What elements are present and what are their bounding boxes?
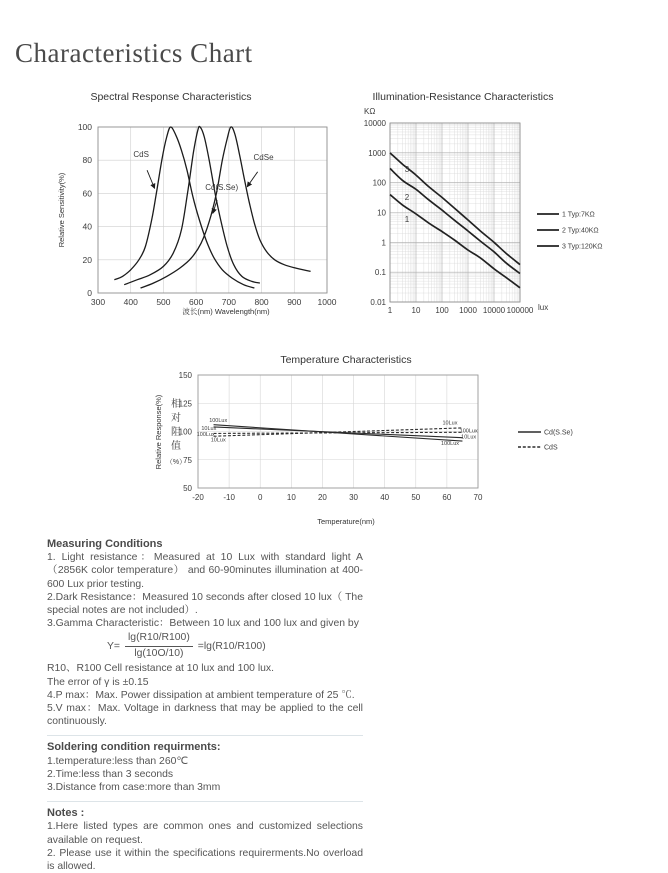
x-tick-label: 30 [349, 493, 359, 502]
x-tick-label: 60 [442, 493, 452, 502]
annotation-arrow [147, 170, 155, 188]
measuring-item: 1. Light resistance：Measured at 10 Lux with standard light A（2856K color temperature） and 60-90minutes illumination at 400-600 Lux prior testing. [47, 552, 363, 590]
y-tick-label: 20 [82, 254, 92, 265]
x-tick-label: 10000 [482, 306, 506, 315]
y-tick-label: 0.1 [374, 268, 386, 278]
x-tick-label: 1000 [317, 297, 337, 307]
y-axis-label-cjk: 值 [171, 441, 181, 452]
y-axis-label-cjk: 阻 [171, 427, 181, 438]
line-label: 10Lux [210, 437, 226, 444]
x-tick-label: 50 [411, 493, 421, 502]
x-tick-label: 800 [254, 297, 269, 307]
notes-heading: Notes : [47, 807, 85, 820]
measuring-item: R10、R100 Cell resistance at 10 lux and 100 lux. [47, 663, 274, 675]
chart-title: Temperature Characteristics [280, 354, 412, 366]
x-tick-label: 900 [287, 297, 302, 307]
formula-rhs: =lg(R10/R100) [197, 640, 266, 652]
notes-item: 1.Here listed types are common ones and customized selections available on request. [47, 821, 363, 846]
y-tick-label: 0.01 [370, 298, 386, 307]
y-tick-label: 75 [183, 455, 192, 465]
spectral-response-chart [30, 88, 360, 326]
y-tick-label: 60 [82, 188, 92, 199]
soldering-heading: Soldering condition requirments: [47, 741, 221, 754]
x-tick-label: 700 [221, 297, 236, 307]
notes-item: 2. Please use it within the specifications requirerments.No overload is allowed. [47, 847, 363, 873]
y-axis-label-en: Relative Response(%) [154, 394, 163, 470]
y-tick-label: 10 [377, 208, 386, 218]
y-axis-label-cjk-unit: （%） [165, 459, 187, 466]
x-tick-label: 100 [435, 306, 449, 315]
y-axis-label-cjk: 相 [171, 399, 181, 410]
measuring-conditions-heading: Measuring Conditions [47, 538, 163, 550]
legend-label: CdS [544, 444, 558, 452]
soldering-item: 3.Distance from case:more than 3mm [47, 782, 221, 794]
line-label: 100Lux [459, 428, 478, 435]
series-label: 2 [404, 193, 410, 203]
gamma-formula [107, 632, 363, 660]
y-axis-label-cjk: 对 [171, 413, 181, 424]
y-tick-label: 100 [178, 427, 192, 437]
y-tick-label: 40 [82, 221, 92, 232]
legend-label: 3 Typ:120KΩ [562, 243, 603, 251]
formula-numerator: lg(R10/R100) [125, 632, 193, 647]
x-tick-label: 1000 [459, 306, 477, 315]
measuring-item: 4.P max：Max. Power dissipation at ambient temperature of 25 ℃. [47, 689, 355, 701]
measuring-item: The error of γ is ±0.15 [47, 676, 149, 688]
x-tick-label: 20 [317, 493, 327, 502]
series-label: 3 [404, 164, 410, 174]
x-unit-label: lux [538, 303, 549, 312]
formula-fraction [125, 632, 193, 660]
plot-area [364, 119, 603, 315]
x-tick-label: 70 [473, 493, 483, 502]
x-tick-label: 300 [90, 297, 106, 307]
series-label: 1 [404, 215, 410, 225]
series-label: CdSe [253, 153, 274, 163]
plot-area [171, 371, 573, 502]
x-tick-label: 10 [411, 306, 421, 315]
y-tick-label: 150 [178, 371, 192, 380]
page-title: Characteristics Chart [15, 38, 253, 68]
measuring-item: 5.V max：Max. Voltage in darkness that may be applied to the cell continuously. [47, 703, 363, 728]
chart-title: Spectral Response Characteristics [90, 91, 252, 103]
y-tick-label: 80 [82, 155, 92, 166]
legend-label: Cd(S.Se) [544, 429, 573, 437]
series-label: Cd(S.Se) [205, 183, 239, 193]
y-tick-label: 50 [183, 484, 192, 493]
section-divider [47, 735, 363, 736]
legend-label: 2 Typ:40KΩ [562, 227, 599, 235]
section-divider [47, 801, 363, 802]
y-unit-label: KΩ [364, 107, 376, 116]
x-axis-label: 波长(nm) Wavelength(nm) [182, 307, 270, 316]
legend-label: 1 Typ:7KΩ [562, 211, 595, 219]
x-tick-label: -20 [192, 493, 204, 502]
soldering-item: 2.Time:less than 3 seconds [47, 768, 174, 780]
x-tick-label: 40 [380, 493, 390, 502]
x-tick-label: 100000 [506, 306, 534, 315]
x-tick-label: 500 [156, 297, 171, 307]
x-tick-label: 10 [286, 493, 296, 502]
y-tick-label: 1 [381, 238, 386, 248]
formula-denominator: lg(10O/10) [134, 647, 184, 659]
y-tick-label: 100 [372, 178, 386, 188]
line-label: 10Lux [201, 425, 217, 432]
illumination-resistance-chart [350, 88, 668, 328]
x-tick-label: 400 [123, 297, 138, 307]
line-label: 10Lux [461, 434, 477, 441]
line-label: 100Lux [440, 441, 460, 448]
formula-lhs: Y= [107, 640, 120, 652]
y-tick-label: 100 [77, 122, 92, 132]
line-label: 100Lux [209, 417, 228, 424]
soldering-item: 1.temperature:less than 260℃ [47, 755, 189, 767]
x-tick-label: 1 [387, 306, 393, 315]
chart-title: Illumination-Resistance Characteristics [372, 91, 554, 103]
y-axis-label: Relative Sensitivity(%) [57, 172, 66, 248]
line-label: 100Lux [196, 432, 215, 439]
series-label: CdS [133, 149, 149, 159]
y-tick-label: 10000 [363, 119, 386, 128]
temperature-chart [150, 352, 620, 542]
x-axis-label: Temperature(nm) [317, 517, 375, 526]
measuring-item: 2.Dark Resistance：Measured 10 seconds after closed 10 lux（ The special notes are not included）. [47, 591, 363, 617]
plot-area [78, 122, 337, 307]
text-column [47, 538, 363, 873]
annotation-arrow [247, 172, 257, 187]
x-tick-label: 0 [257, 493, 263, 502]
y-tick-label: 0 [87, 288, 92, 298]
y-tick-label: 1000 [368, 148, 386, 158]
measuring-item: 3.Gamma Characteristic：Between 10 lux and 100 lux and given by [47, 618, 359, 630]
line-label: 10Lux [442, 420, 458, 427]
x-tick-label: -10 [223, 493, 235, 502]
x-tick-label: 600 [189, 297, 204, 307]
y-tick-label: 125 [178, 399, 192, 409]
